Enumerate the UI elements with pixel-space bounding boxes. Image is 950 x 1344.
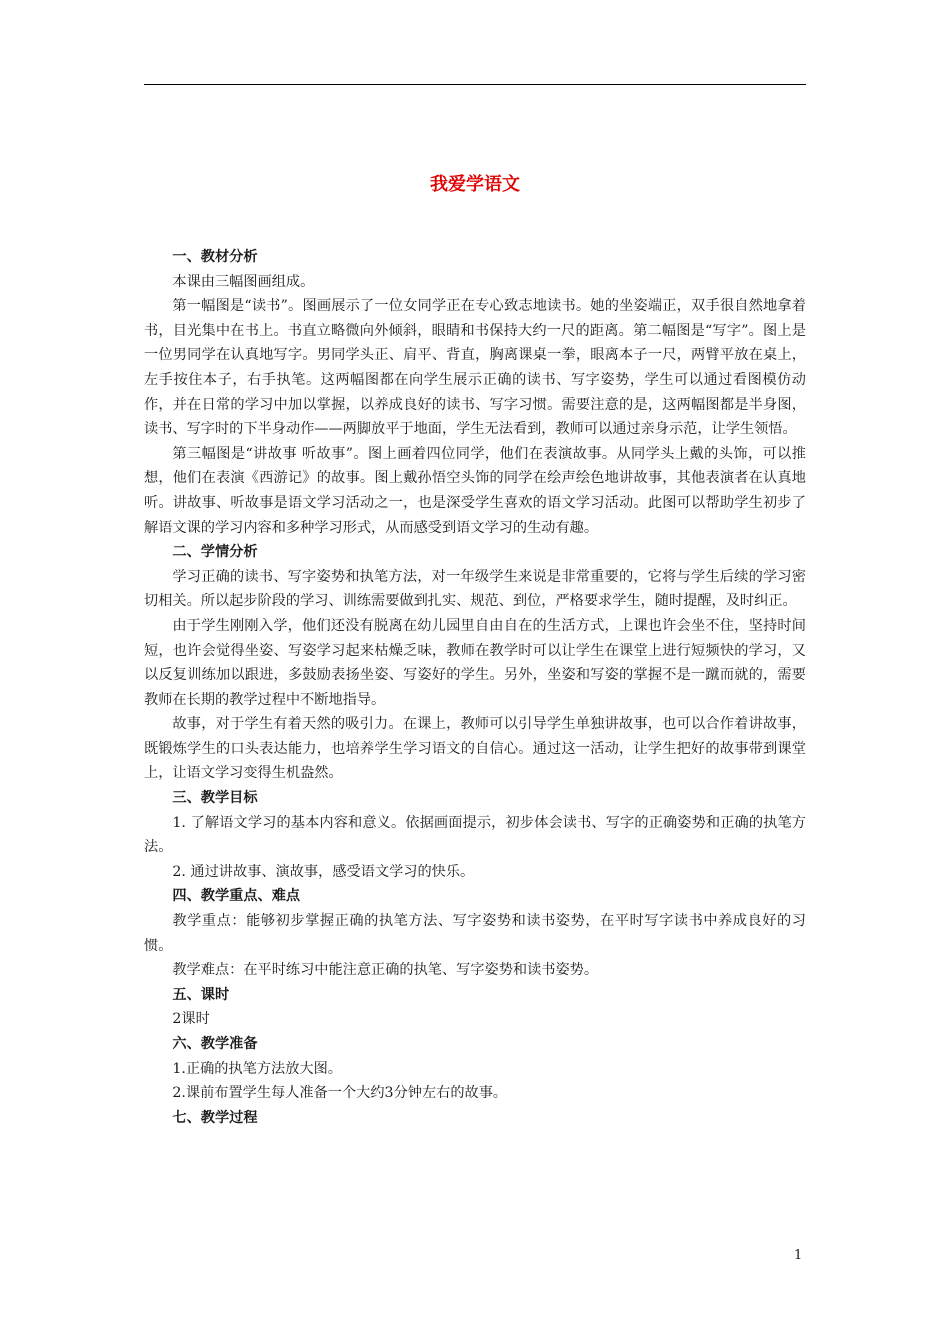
paragraph: 1.正确的执笔方法放大图。	[172, 1060, 342, 1077]
section-heading: 六、教学准备	[172, 1036, 258, 1052]
paragraph: 第一幅图是“读书”。图画展示了一位女同学正在专心致志地读书。她的坐姿端正，双手很自然地拿着书，目光集中在书上。书直立略微向外倾斜，眼睛和书保持大约一尺的距离。第二幅图是“写字”。图上是一位男同学在认真地写字。男同学头正、肩平、背直，胸离课桌一拳，眼离本子一尺，两臂平放在桌上，左手按住本子，右手执笔。这两幅图都在向学生展示正确的读书、写字姿势，学生可以通过看图模仿动作，并在日常的学习中加以掌握，以养成良好的读书、写字习惯。需要注意的是，这两幅图都是半身图，读书、写字时的下半身动作——两脚放平于地面，学生无法看到，教师可以通过亲身示范，让学生领悟。	[144, 298, 806, 438]
paragraph: 教学重点：能够初步掌握正确的执笔方法、写字姿势和读书姿势，在平时写字读书中养成良好的习惯。	[144, 913, 806, 954]
section-heading: 四、教学重点、难点	[172, 888, 301, 905]
paragraph: 2.课前布置学生每人准备一个大约3分钟左右的故事。	[172, 1085, 508, 1102]
paragraph: 本课由三幅图画组成。	[172, 273, 315, 290]
section-heading: 一、教材分析	[172, 249, 258, 265]
header-rule	[144, 84, 806, 85]
paragraph: 学习正确的读书、写字姿势和执笔方法，对一年级学生来说是非常重要的，它将与学生后续的学习密切相关。所以起步阶段的学习、训练需要做到扎实、规范、到位，严格要求学生，随时提醒，及时纠正。	[144, 568, 806, 610]
paragraph: 1. 了解语文学习的基本内容和意义。依据画面提示，初步体会读书、写字的正确姿势和正确的执笔方法。	[144, 814, 806, 856]
paragraph: 教学难点：在平时练习中能注意正确的执笔、写字姿势和读书姿势。	[172, 962, 599, 979]
paragraph: 由于学生刚刚入学，他们还没有脱离在幼儿园里自由自在的生活方式，上课也许会坐不住，坚持时间短，也许会觉得坐姿、写姿学习起来枯燥乏味，教师在教学时可以让学生在课堂上进行短频快的学习，又以反复训练加以跟进，多鼓励表扬坐姿、写姿好的学生。另外，坐姿和写姿的掌握不是一蹴而就的，需要教师在长期的教学过程中不断地指导。	[144, 617, 806, 708]
paragraph: 2. 通过讲故事、演故事，感受语文学习的快乐。	[172, 863, 475, 880]
section-heading: 二、学情分析	[172, 544, 258, 561]
document-body	[144, 245, 806, 1130]
section-heading: 七、教学过程	[172, 1109, 258, 1126]
paragraph: 2课时	[172, 1011, 210, 1028]
paragraph: 第三幅图是“讲故事 听故事”。图上画着四位同学，他们在表演故事。从同学头上戴的头饰，可以推想，他们在表演《西游记》的故事。图上戴孙悟空头饰的同学在绘声绘色地讲故事，其他表演者在认真地听。讲故事、听故事是语文学习活动之一，也是深受学生喜欢的语文学习活动。此图可以帮助学生初步了解语文课的学习内容和多种学习形式，从而感受到语文学习的生动有趣。	[144, 445, 806, 536]
section-heading: 三、教学目标	[172, 790, 258, 807]
section-heading: 五、课时	[172, 986, 230, 1003]
document-title: 我爱学语文	[430, 174, 520, 195]
paragraph: 故事，对于学生有着天然的吸引力。在课上，教师可以引导学生单独讲故事，也可以合作着讲故事，既锻炼学生的口头表达能力，也培养学生学习语文的自信心。通过这一活动，让学生把好的故事带到课堂上，让语文学习变得生机盎然。	[144, 716, 806, 782]
page-number: 1	[794, 1248, 803, 1263]
